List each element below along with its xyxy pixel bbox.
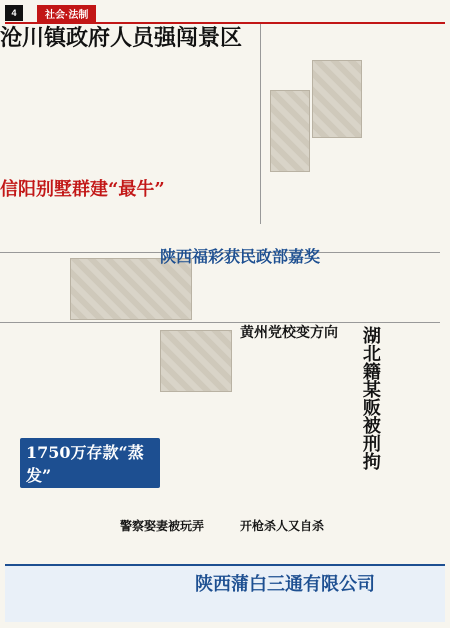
- deposit-headline: 1750万存款“蒸发”: [20, 438, 160, 488]
- villa-headline: 信阳别墅群建“最牛”: [0, 179, 165, 200]
- lottery-headline: 陕西福彩获民政部嘉奖: [160, 247, 321, 266]
- page-number: 4: [5, 5, 23, 21]
- masthead: [5, 4, 445, 24]
- deposit-body: [0, 466, 150, 526]
- shooting-headline: 开枪杀人又自杀: [240, 519, 325, 533]
- lead-body: [0, 70, 255, 180]
- shooting-body: [240, 538, 350, 564]
- crime-photo: [160, 330, 232, 392]
- lottery-body: [160, 270, 440, 310]
- ad-title: 陕西蒲白三通有限公司: [195, 574, 375, 594]
- section-label: 社会·法制: [37, 5, 96, 22]
- hubei-case-article: [360, 326, 440, 476]
- hubei-case-headline: 湖北籍某贩被刑拘: [359, 326, 381, 470]
- deposit-article: [20, 438, 160, 485]
- police-headline: 警察娶妻被玩弄: [120, 519, 205, 533]
- lead-headline: 沧川镇政府人员强闯景区: [0, 25, 243, 51]
- party-school-body: [240, 348, 350, 468]
- party-school-headline: 黄州党校变方向: [240, 325, 338, 341]
- circle-portrait-photo: [312, 60, 362, 138]
- row-rule-2: [0, 322, 440, 323]
- column-rule: [260, 24, 261, 224]
- vertical-headline-photo: [270, 90, 310, 172]
- hubei-case-body: [360, 480, 440, 520]
- ad-banner: [5, 564, 445, 622]
